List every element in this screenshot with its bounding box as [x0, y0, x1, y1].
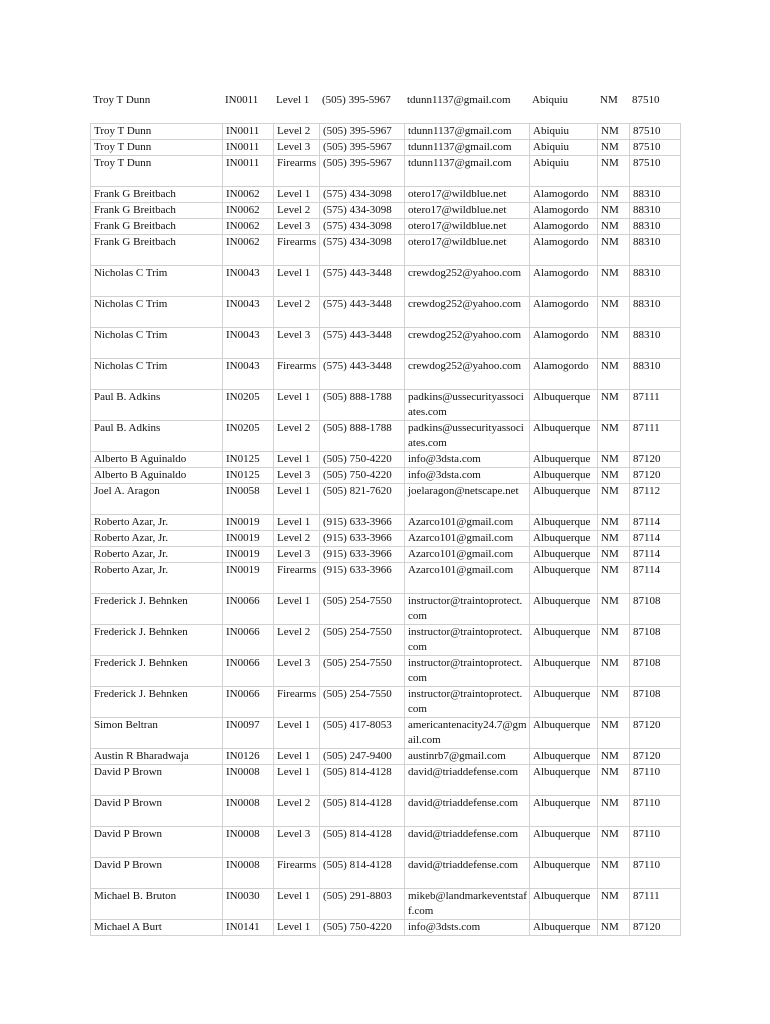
cell-city: Abiquiu: [530, 124, 598, 140]
cell-email: instructor@traintoprotect.com: [405, 625, 530, 656]
cell-email: david@triaddefense.com: [405, 765, 530, 796]
cell-id: IN0043: [223, 297, 274, 328]
cell-name: Frank G Breitbach: [91, 203, 223, 219]
cell-name: David P Brown: [91, 858, 223, 889]
cell-name: Frank G Breitbach: [91, 219, 223, 235]
cell-zip: 87114: [630, 547, 681, 563]
cell-level: Level 2: [274, 421, 320, 452]
cell-name: Alberto B Aguinaldo: [91, 468, 223, 484]
cell-state: NM: [598, 594, 630, 625]
cell-city: Alamogordo: [530, 266, 598, 297]
cell-email: otero17@wildblue.net: [405, 235, 530, 266]
cell-phone: (505) 888-1788: [320, 421, 405, 452]
cell-email: david@triaddefense.com: [405, 796, 530, 827]
cell-city: Albuquerque: [530, 920, 598, 936]
cell-zip: 87108: [630, 594, 681, 625]
cell-phone: (915) 633-3966: [320, 547, 405, 563]
table-row: [91, 468, 681, 484]
cell-level: Firearms: [274, 687, 320, 718]
cell-phone: (575) 434-3098: [320, 203, 405, 219]
cell-email: tdunn1137@gmail.com: [405, 156, 530, 187]
table-row: [91, 219, 681, 235]
cell-city: Alamogordo: [530, 297, 598, 328]
cell-id: IN0019: [223, 547, 274, 563]
cell-level: Level 1: [274, 594, 320, 625]
cell-id: IN0062: [223, 235, 274, 266]
cell-id: IN0058: [223, 484, 274, 515]
cell-id: IN0008: [223, 796, 274, 827]
cell-name: Roberto Azar, Jr.: [91, 515, 223, 531]
cell-state: NM: [598, 328, 630, 359]
cell-email: tdunn1137@gmail.com: [405, 124, 530, 140]
cell-name: Nicholas C Trim: [91, 297, 223, 328]
cell-level: Level 3: [274, 827, 320, 858]
cell-email: austinrb7@gmail.com: [405, 749, 530, 765]
cell-zip: 87110: [630, 765, 681, 796]
cell-email: crewdog252@yahoo.com: [405, 266, 530, 297]
cell-city: Albuquerque: [530, 625, 598, 656]
cell-phone: (505) 247-9400: [320, 749, 405, 765]
cell-city: Albuquerque: [530, 889, 598, 920]
cell-email: otero17@wildblue.net: [405, 219, 530, 235]
cell-phone: (505) 750-4220: [320, 468, 405, 484]
table-row: [91, 563, 681, 594]
table-row: [91, 187, 681, 203]
cell-name: Frank G Breitbach: [91, 235, 223, 266]
cell-state: NM: [598, 687, 630, 718]
cell-zip: 87108: [630, 687, 681, 718]
cell-state: NM: [598, 156, 630, 187]
cell-phone: (915) 633-3966: [320, 563, 405, 594]
table-row: [91, 156, 681, 187]
cell-zip: 87510: [630, 124, 681, 140]
cell-state: NM: [598, 625, 630, 656]
cell-city: Albuquerque: [530, 687, 598, 718]
cell-email: americantenacity24.7@gmail.com: [405, 718, 530, 749]
cell-email: crewdog252@yahoo.com: [405, 359, 530, 390]
cell-level: Level 2: [274, 297, 320, 328]
cell-phone: (505) 254-7550: [320, 687, 405, 718]
table-row: [91, 235, 681, 266]
table-row: [91, 203, 681, 219]
header-id: IN0011: [225, 94, 259, 106]
cell-state: NM: [598, 235, 630, 266]
cell-name: Nicholas C Trim: [91, 328, 223, 359]
cell-email: padkins@ussecurityassociates.com: [405, 421, 530, 452]
cell-email: crewdog252@yahoo.com: [405, 328, 530, 359]
cell-id: IN0066: [223, 625, 274, 656]
cell-level: Level 3: [274, 328, 320, 359]
cell-id: IN0011: [223, 140, 274, 156]
cell-zip: 88310: [630, 266, 681, 297]
cell-state: NM: [598, 219, 630, 235]
cell-email: Azarco101@gmail.com: [405, 515, 530, 531]
table-row: [91, 124, 681, 140]
table-row: [91, 656, 681, 687]
cell-email: info@3dsts.com: [405, 920, 530, 936]
cell-name: David P Brown: [91, 796, 223, 827]
cell-state: NM: [598, 468, 630, 484]
cell-state: NM: [598, 889, 630, 920]
cell-phone: (915) 633-3966: [320, 531, 405, 547]
cell-phone: (505) 395-5967: [320, 140, 405, 156]
table-row: [91, 796, 681, 827]
cell-level: Level 1: [274, 889, 320, 920]
cell-phone: (505) 254-7550: [320, 656, 405, 687]
cell-id: IN0008: [223, 827, 274, 858]
table-row: [91, 687, 681, 718]
cell-level: Level 2: [274, 796, 320, 827]
table-row: [91, 547, 681, 563]
table-row: [91, 266, 681, 297]
cell-name: Michael A Burt: [91, 920, 223, 936]
cell-state: NM: [598, 827, 630, 858]
cell-phone: (505) 814-4128: [320, 796, 405, 827]
cell-name: Simon Beltran: [91, 718, 223, 749]
cell-phone: (575) 443-3448: [320, 266, 405, 297]
cell-city: Albuquerque: [530, 468, 598, 484]
cell-phone: (505) 395-5967: [320, 124, 405, 140]
cell-zip: 87108: [630, 625, 681, 656]
cell-zip: 87120: [630, 920, 681, 936]
cell-zip: 88310: [630, 297, 681, 328]
instructor-table: [90, 123, 681, 936]
cell-phone: (575) 443-3448: [320, 359, 405, 390]
cell-phone: (575) 443-3448: [320, 328, 405, 359]
cell-city: Albuquerque: [530, 594, 598, 625]
cell-name: Troy T Dunn: [91, 140, 223, 156]
table-row: [91, 140, 681, 156]
cell-id: IN0008: [223, 858, 274, 889]
cell-name: Frederick J. Behnken: [91, 687, 223, 718]
cell-zip: 87114: [630, 515, 681, 531]
cell-phone: (505) 814-4128: [320, 827, 405, 858]
table-row: [91, 359, 681, 390]
cell-zip: 87120: [630, 452, 681, 468]
cell-city: Albuquerque: [530, 718, 598, 749]
cell-name: Roberto Azar, Jr.: [91, 531, 223, 547]
cell-name: David P Brown: [91, 765, 223, 796]
cell-state: NM: [598, 484, 630, 515]
cell-name: Austin R Bharadwaja: [91, 749, 223, 765]
cell-zip: 87110: [630, 796, 681, 827]
cell-phone: (575) 434-3098: [320, 235, 405, 266]
cell-city: Albuquerque: [530, 547, 598, 563]
cell-zip: 87111: [630, 421, 681, 452]
cell-name: Roberto Azar, Jr.: [91, 547, 223, 563]
cell-zip: 87114: [630, 531, 681, 547]
header-level: Level 1: [276, 94, 310, 106]
cell-id: IN0043: [223, 328, 274, 359]
table-row: [91, 390, 681, 421]
cell-name: Frank G Breitbach: [91, 187, 223, 203]
cell-id: IN0011: [223, 124, 274, 140]
cell-email: joelaragon@netscape.net: [405, 484, 530, 515]
cell-zip: 88310: [630, 359, 681, 390]
cell-name: Troy T Dunn: [91, 156, 223, 187]
cell-level: Level 1: [274, 920, 320, 936]
cell-state: NM: [598, 390, 630, 421]
cell-zip: 87112: [630, 484, 681, 515]
header-city: Abiquiu: [532, 94, 569, 106]
cell-state: NM: [598, 421, 630, 452]
cell-state: NM: [598, 124, 630, 140]
cell-city: Albuquerque: [530, 452, 598, 468]
cell-email: tdunn1137@gmail.com: [405, 140, 530, 156]
table-row: [91, 765, 681, 796]
cell-phone: (505) 291-8803: [320, 889, 405, 920]
cell-phone: (505) 821-7620: [320, 484, 405, 515]
cell-id: IN0011: [223, 156, 274, 187]
cell-zip: 87111: [630, 889, 681, 920]
cell-state: NM: [598, 187, 630, 203]
cell-name: Michael B. Bruton: [91, 889, 223, 920]
cell-id: IN0141: [223, 920, 274, 936]
cell-city: Albuquerque: [530, 765, 598, 796]
cell-city: Alamogordo: [530, 235, 598, 266]
cell-city: Alamogordo: [530, 203, 598, 219]
cell-level: Level 2: [274, 124, 320, 140]
cell-city: Abiquiu: [530, 140, 598, 156]
cell-id: IN0125: [223, 468, 274, 484]
cell-state: NM: [598, 547, 630, 563]
cell-state: NM: [598, 749, 630, 765]
cell-zip: 87120: [630, 749, 681, 765]
cell-level: Level 3: [274, 656, 320, 687]
cell-state: NM: [598, 796, 630, 827]
cell-level: Level 3: [274, 468, 320, 484]
cell-id: IN0205: [223, 390, 274, 421]
cell-zip: 87120: [630, 718, 681, 749]
cell-state: NM: [598, 297, 630, 328]
cell-name: Frederick J. Behnken: [91, 594, 223, 625]
table-row: [91, 718, 681, 749]
table-row: [91, 920, 681, 936]
cell-city: Albuquerque: [530, 421, 598, 452]
cell-city: Albuquerque: [530, 531, 598, 547]
cell-state: NM: [598, 656, 630, 687]
cell-state: NM: [598, 266, 630, 297]
header-row: [90, 93, 680, 109]
table-row: [91, 827, 681, 858]
cell-level: Level 1: [274, 484, 320, 515]
cell-id: IN0066: [223, 687, 274, 718]
table-row: [91, 749, 681, 765]
cell-level: Firearms: [274, 235, 320, 266]
cell-city: Albuquerque: [530, 827, 598, 858]
table-row: [91, 625, 681, 656]
cell-name: Frederick J. Behnken: [91, 656, 223, 687]
cell-city: Albuquerque: [530, 390, 598, 421]
cell-city: Albuquerque: [530, 796, 598, 827]
cell-id: IN0062: [223, 203, 274, 219]
header-state: NM: [600, 94, 618, 106]
cell-level: Level 1: [274, 266, 320, 297]
cell-level: Level 1: [274, 187, 320, 203]
cell-city: Alamogordo: [530, 187, 598, 203]
cell-state: NM: [598, 140, 630, 156]
cell-phone: (505) 750-4220: [320, 452, 405, 468]
cell-level: Level 1: [274, 718, 320, 749]
table-row: [91, 515, 681, 531]
cell-id: IN0019: [223, 515, 274, 531]
cell-id: IN0066: [223, 594, 274, 625]
header-name: Troy T Dunn: [93, 94, 151, 106]
cell-city: Albuquerque: [530, 656, 598, 687]
cell-phone: (575) 434-3098: [320, 187, 405, 203]
cell-state: NM: [598, 452, 630, 468]
cell-level: Level 2: [274, 203, 320, 219]
cell-id: IN0062: [223, 219, 274, 235]
cell-state: NM: [598, 920, 630, 936]
cell-zip: 88310: [630, 328, 681, 359]
cell-state: NM: [598, 858, 630, 889]
cell-id: IN0019: [223, 563, 274, 594]
cell-id: IN0062: [223, 187, 274, 203]
table-row: [91, 328, 681, 359]
cell-email: david@triaddefense.com: [405, 827, 530, 858]
cell-email: info@3dsta.com: [405, 452, 530, 468]
cell-id: IN0097: [223, 718, 274, 749]
cell-name: Alberto B Aguinaldo: [91, 452, 223, 468]
cell-id: IN0125: [223, 452, 274, 468]
cell-name: Frederick J. Behnken: [91, 625, 223, 656]
cell-state: NM: [598, 359, 630, 390]
cell-state: NM: [598, 718, 630, 749]
cell-email: david@triaddefense.com: [405, 858, 530, 889]
table-row: [91, 421, 681, 452]
cell-name: Joel A. Aragon: [91, 484, 223, 515]
cell-email: instructor@traintoprotect.com: [405, 687, 530, 718]
cell-zip: 88310: [630, 203, 681, 219]
cell-zip: 87510: [630, 140, 681, 156]
table-row: [91, 531, 681, 547]
cell-level: Level 2: [274, 531, 320, 547]
table-row: [91, 484, 681, 515]
cell-city: Alamogordo: [530, 219, 598, 235]
cell-level: Firearms: [274, 858, 320, 889]
table-row: [91, 594, 681, 625]
cell-city: Albuquerque: [530, 563, 598, 594]
cell-state: NM: [598, 203, 630, 219]
cell-email: Azarco101@gmail.com: [405, 563, 530, 594]
cell-city: Albuquerque: [530, 858, 598, 889]
table-row: [91, 889, 681, 920]
cell-phone: (505) 814-4128: [320, 858, 405, 889]
cell-phone: (505) 750-4220: [320, 920, 405, 936]
cell-phone: (575) 434-3098: [320, 219, 405, 235]
cell-name: Troy T Dunn: [91, 124, 223, 140]
cell-city: Abiquiu: [530, 156, 598, 187]
cell-state: NM: [598, 515, 630, 531]
cell-level: Level 1: [274, 749, 320, 765]
cell-level: Level 1: [274, 765, 320, 796]
cell-city: Albuquerque: [530, 515, 598, 531]
cell-name: Paul B. Adkins: [91, 421, 223, 452]
header-zip: 87510: [632, 94, 660, 106]
cell-level: Firearms: [274, 359, 320, 390]
cell-zip: 87110: [630, 858, 681, 889]
cell-zip: 88310: [630, 187, 681, 203]
cell-name: Nicholas C Trim: [91, 266, 223, 297]
cell-email: info@3dsta.com: [405, 468, 530, 484]
cell-id: IN0126: [223, 749, 274, 765]
cell-zip: 88310: [630, 235, 681, 266]
cell-id: IN0019: [223, 531, 274, 547]
table-body: [91, 124, 681, 936]
cell-state: NM: [598, 563, 630, 594]
cell-level: Level 3: [274, 140, 320, 156]
cell-email: mikeb@landmarkeventstaff.com: [405, 889, 530, 920]
cell-level: Level 2: [274, 625, 320, 656]
table-row: [91, 858, 681, 889]
cell-phone: (575) 443-3448: [320, 297, 405, 328]
cell-zip: 87111: [630, 390, 681, 421]
cell-email: otero17@wildblue.net: [405, 187, 530, 203]
cell-email: padkins@ussecurityassociates.com: [405, 390, 530, 421]
cell-zip: 88310: [630, 219, 681, 235]
cell-city: Albuquerque: [530, 484, 598, 515]
cell-name: David P Brown: [91, 827, 223, 858]
cell-zip: 87108: [630, 656, 681, 687]
cell-id: IN0043: [223, 359, 274, 390]
cell-email: instructor@traintoprotect.com: [405, 594, 530, 625]
cell-email: instructor@traintoprotect.com: [405, 656, 530, 687]
cell-level: Level 1: [274, 390, 320, 421]
cell-city: Alamogordo: [530, 359, 598, 390]
cell-id: IN0030: [223, 889, 274, 920]
header-phone: (505) 395-5967: [322, 94, 391, 106]
table-row: [91, 297, 681, 328]
cell-level: Firearms: [274, 156, 320, 187]
cell-email: crewdog252@yahoo.com: [405, 297, 530, 328]
cell-id: IN0043: [223, 266, 274, 297]
cell-phone: (505) 417-8053: [320, 718, 405, 749]
cell-phone: (915) 633-3966: [320, 515, 405, 531]
cell-zip: 87114: [630, 563, 681, 594]
header-email: tdunn1137@gmail.com: [407, 94, 511, 106]
cell-city: Alamogordo: [530, 328, 598, 359]
cell-level: Firearms: [274, 563, 320, 594]
cell-name: Paul B. Adkins: [91, 390, 223, 421]
cell-level: Level 3: [274, 219, 320, 235]
cell-level: Level 1: [274, 515, 320, 531]
cell-email: otero17@wildblue.net: [405, 203, 530, 219]
cell-email: Azarco101@gmail.com: [405, 531, 530, 547]
cell-level: Level 3: [274, 547, 320, 563]
cell-city: Albuquerque: [530, 749, 598, 765]
cell-state: NM: [598, 531, 630, 547]
cell-id: IN0008: [223, 765, 274, 796]
cell-phone: (505) 814-4128: [320, 765, 405, 796]
cell-phone: (505) 254-7550: [320, 625, 405, 656]
cell-name: Roberto Azar, Jr.: [91, 563, 223, 594]
cell-level: Level 1: [274, 452, 320, 468]
cell-email: Azarco101@gmail.com: [405, 547, 530, 563]
cell-id: IN0066: [223, 656, 274, 687]
cell-state: NM: [598, 765, 630, 796]
table-row: [91, 452, 681, 468]
cell-phone: (505) 254-7550: [320, 594, 405, 625]
cell-zip: 87510: [630, 156, 681, 187]
cell-phone: (505) 395-5967: [320, 156, 405, 187]
cell-zip: 87110: [630, 827, 681, 858]
cell-name: Nicholas C Trim: [91, 359, 223, 390]
cell-phone: (505) 888-1788: [320, 390, 405, 421]
cell-zip: 87120: [630, 468, 681, 484]
cell-id: IN0205: [223, 421, 274, 452]
